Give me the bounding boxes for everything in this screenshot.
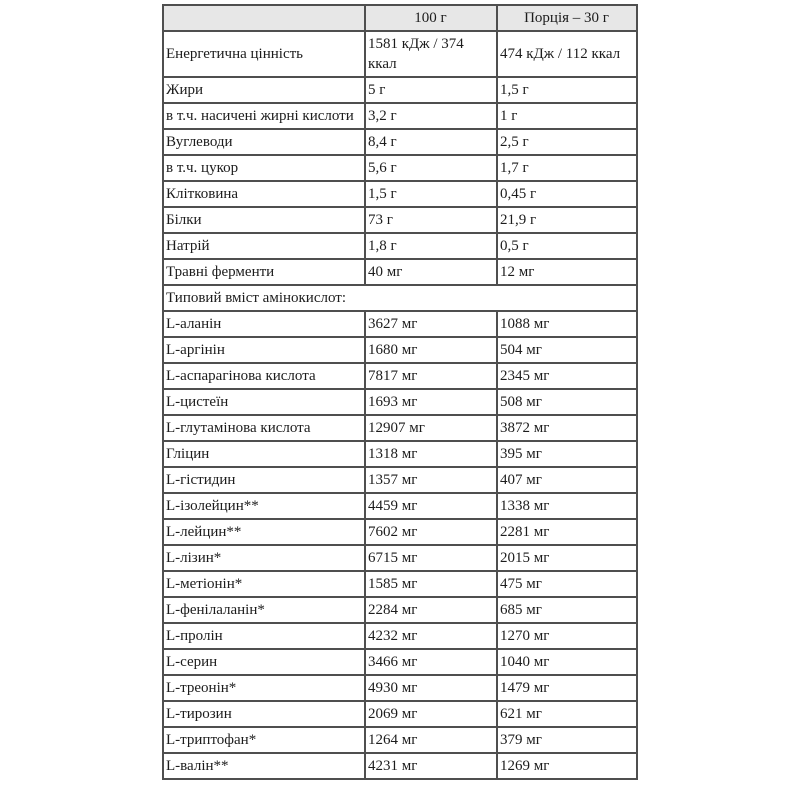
table-row-tyrosine xyxy=(163,701,637,727)
value-per-100g: 1264 мг xyxy=(365,727,497,753)
table-header-row xyxy=(163,5,637,31)
row-label: L-триптофан* xyxy=(163,727,365,753)
value-per-portion: 2,5 г xyxy=(497,129,637,155)
value-per-portion: 1479 мг xyxy=(497,675,637,701)
row-label: L-тирозин xyxy=(163,701,365,727)
value-per-portion: 12 мг xyxy=(497,259,637,285)
value-per-portion: 0,5 г xyxy=(497,233,637,259)
table-row-histidine xyxy=(163,467,637,493)
value-per-100g: 4459 мг xyxy=(365,493,497,519)
value-per-portion: 1040 мг xyxy=(497,649,637,675)
value-per-portion: 3872 мг xyxy=(497,415,637,441)
value-per-portion: 2015 мг xyxy=(497,545,637,571)
value-per-100g: 1693 мг xyxy=(365,389,497,415)
value-per-100g: 73 г xyxy=(365,207,497,233)
table-row-isoleucine xyxy=(163,493,637,519)
value-per-portion: 1 г xyxy=(497,103,637,129)
row-label: Білки xyxy=(163,207,365,233)
value-per-portion: 395 мг xyxy=(497,441,637,467)
table-row-fiber xyxy=(163,181,637,207)
amino-acids-section-title: Типовий вміст амінокислот: xyxy=(163,285,637,311)
nutrition-facts-table xyxy=(162,4,638,780)
row-label: L-треонін* xyxy=(163,675,365,701)
table-row-cysteine xyxy=(163,389,637,415)
value-per-portion: 21,9 г xyxy=(497,207,637,233)
row-label: L-фенілаланін* xyxy=(163,597,365,623)
row-label: Травні ферменти xyxy=(163,259,365,285)
value-per-100g: 2069 мг xyxy=(365,701,497,727)
amino-acids-section-row xyxy=(163,285,637,311)
value-per-portion: 1269 мг xyxy=(497,753,637,779)
nutrition-table-container xyxy=(162,4,638,780)
value-per-portion: 1,7 г xyxy=(497,155,637,181)
value-per-100g: 1581 кДж / 374 ккал xyxy=(365,31,497,77)
table-row-sugar xyxy=(163,155,637,181)
row-label: Гліцин xyxy=(163,441,365,467)
value-per-100g: 7817 мг xyxy=(365,363,497,389)
row-label: Натрій xyxy=(163,233,365,259)
value-per-portion: 621 мг xyxy=(497,701,637,727)
row-label: L-глутамінова кислота xyxy=(163,415,365,441)
value-per-100g: 1318 мг xyxy=(365,441,497,467)
table-row-proline xyxy=(163,623,637,649)
value-per-100g: 1680 мг xyxy=(365,337,497,363)
value-per-100g: 5 г xyxy=(365,77,497,103)
row-label: Клітковина xyxy=(163,181,365,207)
table-row-carbohydrates xyxy=(163,129,637,155)
row-label: L-цистеїн xyxy=(163,389,365,415)
row-label: L-аспарагінова кислота xyxy=(163,363,365,389)
table-row-protein xyxy=(163,207,637,233)
value-per-portion: 1,5 г xyxy=(497,77,637,103)
value-per-portion: 0,45 г xyxy=(497,181,637,207)
value-per-portion: 2345 мг xyxy=(497,363,637,389)
row-label: Енергетична цінність xyxy=(163,31,365,77)
table-row-sodium xyxy=(163,233,637,259)
value-per-portion: 685 мг xyxy=(497,597,637,623)
table-row-digestive-enzymes xyxy=(163,259,637,285)
row-label: L-гістидин xyxy=(163,467,365,493)
row-label: L-валін** xyxy=(163,753,365,779)
row-label: L-серин xyxy=(163,649,365,675)
row-label: в т.ч. насичені жирні кислоти xyxy=(163,103,365,129)
value-per-100g: 7602 мг xyxy=(365,519,497,545)
value-per-100g: 40 мг xyxy=(365,259,497,285)
table-row-glycine xyxy=(163,441,637,467)
row-label: L-аргінін xyxy=(163,337,365,363)
value-per-100g: 1357 мг xyxy=(365,467,497,493)
value-per-100g: 2284 мг xyxy=(365,597,497,623)
header-empty-cell xyxy=(163,5,365,31)
value-per-portion: 508 мг xyxy=(497,389,637,415)
table-row-saturated-fat xyxy=(163,103,637,129)
row-label: L-ізолейцин** xyxy=(163,493,365,519)
table-row-tryptophan xyxy=(163,727,637,753)
value-per-portion: 1088 мг xyxy=(497,311,637,337)
table-row-lysine xyxy=(163,545,637,571)
value-per-portion: 1338 мг xyxy=(497,493,637,519)
table-row-fat xyxy=(163,77,637,103)
value-per-100g: 3,2 г xyxy=(365,103,497,129)
value-per-100g: 4232 мг xyxy=(365,623,497,649)
header-per-100g: 100 г xyxy=(365,5,497,31)
value-per-100g: 1585 мг xyxy=(365,571,497,597)
row-label: L-лейцин** xyxy=(163,519,365,545)
value-per-100g: 5,6 г xyxy=(365,155,497,181)
row-label: Вуглеводи xyxy=(163,129,365,155)
table-row-serine xyxy=(163,649,637,675)
value-per-100g: 4231 мг xyxy=(365,753,497,779)
value-per-100g: 1,8 г xyxy=(365,233,497,259)
value-per-portion: 475 мг xyxy=(497,571,637,597)
value-per-100g: 6715 мг xyxy=(365,545,497,571)
value-per-100g: 1,5 г xyxy=(365,181,497,207)
table-row-energy xyxy=(163,31,637,77)
table-row-alanine xyxy=(163,311,637,337)
row-label: L-лізин* xyxy=(163,545,365,571)
row-label: в т.ч. цукор xyxy=(163,155,365,181)
value-per-100g: 3627 мг xyxy=(365,311,497,337)
value-per-100g: 12907 мг xyxy=(365,415,497,441)
value-per-portion: 474 кДж / 112 ккал xyxy=(497,31,637,77)
row-label: L-пролін xyxy=(163,623,365,649)
value-per-100g: 8,4 г xyxy=(365,129,497,155)
table-row-aspartic-acid xyxy=(163,363,637,389)
value-per-portion: 379 мг xyxy=(497,727,637,753)
value-per-portion: 504 мг xyxy=(497,337,637,363)
table-row-arginine xyxy=(163,337,637,363)
table-row-glutamic-acid xyxy=(163,415,637,441)
table-row-methionine xyxy=(163,571,637,597)
value-per-100g: 4930 мг xyxy=(365,675,497,701)
value-per-portion: 2281 мг xyxy=(497,519,637,545)
value-per-100g: 3466 мг xyxy=(365,649,497,675)
row-label: Жири xyxy=(163,77,365,103)
row-label: L-метіонін* xyxy=(163,571,365,597)
header-per-portion: Порція – 30 г xyxy=(497,5,637,31)
value-per-portion: 1270 мг xyxy=(497,623,637,649)
table-row-valine xyxy=(163,753,637,779)
table-row-threonine xyxy=(163,675,637,701)
value-per-portion: 407 мг xyxy=(497,467,637,493)
table-row-phenylalanine xyxy=(163,597,637,623)
row-label: L-аланін xyxy=(163,311,365,337)
table-row-leucine xyxy=(163,519,637,545)
